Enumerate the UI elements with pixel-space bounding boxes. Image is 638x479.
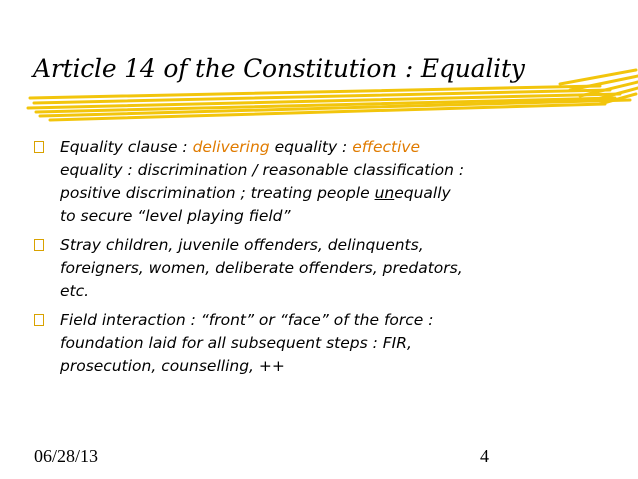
page-number: 4 xyxy=(480,446,489,466)
bullet-line: to secure “level playing field” xyxy=(60,207,291,225)
highlighted-word-effective: effective xyxy=(352,138,421,156)
text-segment: equally xyxy=(394,184,451,202)
bullet-line: etc. xyxy=(60,282,90,300)
hollow-square-bullet-icon xyxy=(34,239,44,251)
slide-title: Article 14 of the Constitution : Equality xyxy=(33,54,525,83)
text-segment: Equality clause : xyxy=(60,138,193,156)
underlined-prefix-un: un xyxy=(374,184,395,202)
text-segment: positive discrimination ; treating people xyxy=(60,184,375,202)
bullet-line xyxy=(60,182,612,205)
bullet-line: equality : discrimination / reasonable classification : xyxy=(60,161,465,179)
hollow-square-bullet-icon xyxy=(34,314,44,326)
bullet-line: foreigners, women, deliberate offenders, predators, xyxy=(60,259,463,277)
footer-date: 06/28/13 xyxy=(34,446,99,466)
hollow-square-bullet-icon xyxy=(34,141,44,153)
text-segment: equality : xyxy=(269,138,353,156)
bullet-line: Stray children, juvenile offenders, delinquents, xyxy=(60,236,424,254)
bullet-item-stray-children xyxy=(32,234,612,303)
bullet-line xyxy=(60,136,612,159)
highlighted-word-delivering: delivering xyxy=(192,138,270,156)
bullet-item-equality-clause xyxy=(32,136,612,228)
bullet-item-field-interaction xyxy=(32,309,612,378)
bullet-list xyxy=(32,136,612,384)
bullet-line: foundation laid for all subsequent steps : FIR, xyxy=(60,334,412,352)
bullet-line: Field interaction : “front” or “face” of the force : xyxy=(60,311,434,329)
bullet-line: prosecution, counselling, ++ xyxy=(60,357,285,375)
